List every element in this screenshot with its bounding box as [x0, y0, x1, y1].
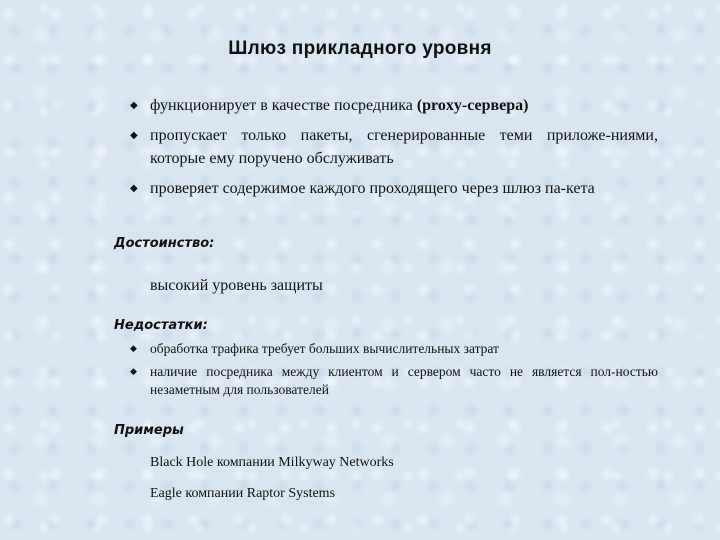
diamond-icon: ◆ — [130, 367, 137, 377]
disadvantages-heading: Недостатки: — [114, 318, 208, 333]
bullet-text: функционирует в качестве посредника — [150, 97, 417, 114]
bullet-text: обработка трафика требует больших вычислительных затрат — [150, 341, 499, 356]
diamond-icon: ◆ — [130, 130, 138, 141]
slide-title: Шлюз прикладного уровня — [228, 38, 492, 59]
list-item — [130, 124, 658, 170]
list-item — [130, 340, 658, 358]
example-item: Black Hole компании Milkyway Networks — [150, 455, 394, 470]
example-item: Eagle компании Raptor Systems — [150, 486, 336, 501]
list-item — [130, 177, 658, 200]
diamond-icon: ◆ — [130, 183, 138, 194]
advantage-heading: Достоинство: — [114, 236, 215, 251]
disadvantages-list — [130, 340, 658, 404]
diamond-icon: ◆ — [130, 100, 138, 111]
main-bullet-list — [130, 94, 658, 207]
examples-heading: Примеры — [114, 423, 184, 438]
bullet-text: пропускает только пакеты, сгенерированные теми приложе-ниями, которые ему поручено обслуживать — [150, 127, 658, 167]
bullet-text: наличие посредника между клиентом и сервером часто не является пол-ностью незаметным для пользователей — [150, 364, 658, 397]
bullet-text: проверяет содержимое каждого проходящего через шлюз па-кета — [150, 180, 595, 197]
list-item — [130, 94, 658, 117]
bullet-bold-text: (proxy-сервера) — [416, 97, 529, 114]
diamond-icon: ◆ — [130, 344, 137, 354]
advantage-text: высокий уровень защиты — [150, 277, 323, 294]
list-item — [130, 363, 658, 399]
